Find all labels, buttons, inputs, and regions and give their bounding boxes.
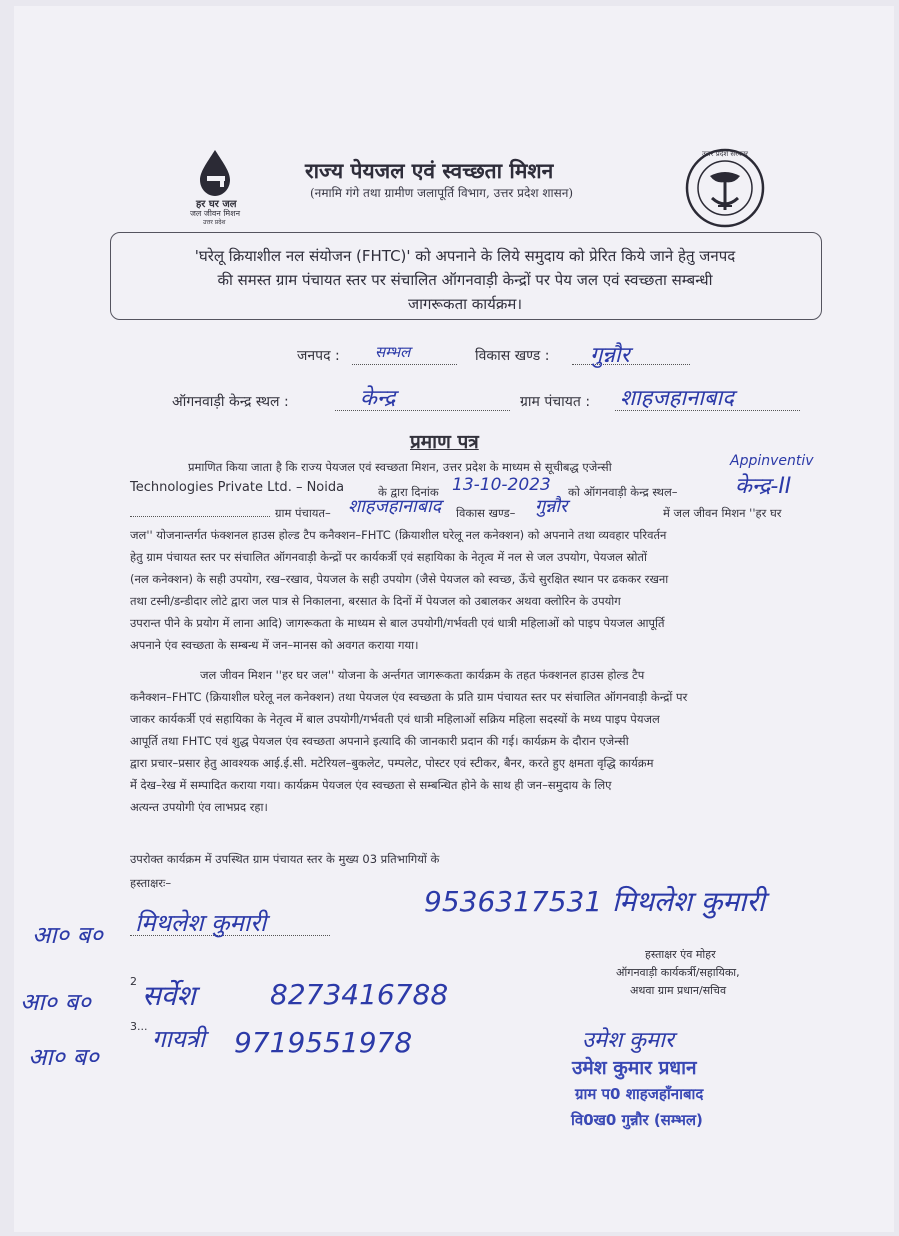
agency-name-b: Technologies Private Ltd. – Noida (130, 480, 345, 495)
pradhan-signature: उमेश कुमार (582, 1028, 674, 1053)
cert-line-6: (नल कनेक्शन) के सही उपयोग, रख–रखाव, पेयजल के सही उपयोग (जैसे पेयजल को स्वच्छ, ऊँचे सुरक्षित स्थान पर ढककर रखना (130, 572, 669, 586)
stamp-line-1: उमेश कुमार प्रधान (572, 1057, 697, 1079)
gram-panchayat-label: ग्राम पंचायत : (520, 394, 591, 410)
stamp-line-3: वि0ख0 गुन्नौर (सम्भल) (571, 1111, 703, 1129)
cert-p2-line-7: अत्यन्त उपयोगी एंव लाभप्रद रहा। (130, 800, 268, 814)
cert-line-8: उपरान्त पीने के प्रयोग में लाना आदि) जागरूकता के माध्यम से बाल उपयोगी/गर्भवती एवं धात्री महिलाओं को पाइप पेयजल आपूर्ति (130, 616, 665, 630)
cert-line-1: प्रमाणित किया जाता है कि राज्य पेयजल एवं स्वच्छता मिशन, उत्तर प्रदेश के माध्यम से सूचीबद्ध एजेन्सी (188, 460, 612, 474)
pradhan-role-label: अथवा ग्राम प्रधान/सचिव (630, 984, 727, 997)
agency-name-a: Appinventiv (730, 453, 814, 469)
up-government-seal (682, 148, 768, 228)
participant-2-phone: 8273416788 (270, 978, 449, 1011)
participant-3-prefix: आ० ब० (28, 1043, 99, 1071)
participant-3-phone: 9719551978 (234, 1026, 413, 1059)
cert-line-7: तथा टस्नी/डन्डीदार लोटे द्वारा जल पात्र से निकालना, बरसात के दिनों में पेयजल को उबालकर अथवा क्लोरिन के उपयोग (130, 594, 621, 608)
cert-p2-line-5: द्वारा प्रचार–प्रसार हेतु आवश्यक आई.ई.सी. मटेरियल–बुकलेट, पम्पलेट, पोस्टर एवं स्टीकर, बैनर, करते हुए क्षमता वृद्धि कार्यक्रम (130, 756, 654, 770)
program-title-line-2: की समस्त ग्राम पंचायत स्तर पर संचालित ऑगनवाड़ी केन्द्रों पर पेय जल एवं स्वच्छता सम्बन्धी (217, 271, 713, 289)
cert-line-4: जल'' योजनान्तर्गत फंक्शनल हाउस होल्ड टैप कनैक्शन–FHTC (क्रियाशील घरेलू नल कनेक्शन) को अपनाने तथा व्यवहार परिवर्तन (130, 528, 667, 542)
logo-subcaption-2: उत्तर प्रदेश (203, 219, 226, 226)
program-title-line-1: 'घरेलू क्रियाशील नल संयोजन (FHTC)' को अपनाने के लिये समुदाय को प्रेरित किये जाने हेतु जनपद (194, 247, 736, 265)
kendra-value: केन्द्र-II (735, 474, 792, 499)
cert-line-3b: विकास खण्ड– (456, 506, 516, 520)
worker-phone: 9536317531 (424, 885, 603, 918)
cert-line-3a: ग्राम पंचायत– (275, 506, 331, 520)
participant-2-number: 2 (130, 975, 137, 988)
sign-seal-label: हस्ताक्षर एंव मोहर (645, 948, 716, 961)
worker-signature: मिथलेश कुमारी (612, 885, 766, 918)
participant-1-name: मिथलेश कुमारी (135, 909, 267, 937)
logo-subcaption: जल जीवन मिशन (190, 209, 241, 218)
participant-2-prefix: आ० ब० (20, 988, 91, 1016)
cert-line-2b: को ऑगनवाड़ी केन्द्र स्थल– (568, 485, 678, 499)
participants-sign-label: हस्ताक्षरः– (130, 876, 172, 890)
program-title-line-3: जागरूकता कार्यक्रम। (407, 295, 523, 313)
gram-panchayat-value: शाहजहानाबाद (620, 386, 734, 411)
worker-role-label: ऑगनवाड़ी कार्यकर्त्री/सहायिका, (616, 966, 740, 979)
page-subtitle: (नमामि गंगे तथा ग्रामीण जलापूर्ति विभाग, उत्तर प्रदेश शासन) (310, 186, 574, 200)
certificate-heading: प्रमाण पत्र (410, 431, 479, 453)
anganwadi-value: केन्द्र (360, 386, 396, 411)
participants-intro: उपरोक्त कार्यक्रम में उपस्थित ग्राम पंचायत स्तर के मुख्य 03 प्रतिभागियों के (130, 852, 440, 866)
program-title (120, 244, 810, 316)
cert-line-2a: के द्वारा दिनांक (378, 485, 439, 499)
participant-3-name: गायत्री (152, 1025, 206, 1053)
stamp-line-2: ग्राम प0 शाहजहाँनाबाद (575, 1085, 704, 1103)
cert-blank (130, 516, 270, 517)
janpad-value: सम्भल (375, 343, 411, 361)
vikas-khand-label: विकास खण्ड : (475, 348, 550, 364)
vikas-khand-value: गुन्नौर (590, 343, 630, 368)
date-value: 13-10-2023 (452, 475, 551, 495)
cert-p2-line-6: मेंं देख–रेख में सम्पादित कराया गया। कार्यक्रम पेयजल एंव स्वच्छता से सम्बन्धित होने के साथ ही जन–समुदाय के लिए (130, 778, 612, 792)
cert-line-9: अपनाने एंव स्वच्छता के सम्बन्ध में जन–मानस को अवगत कराया गया। (130, 638, 419, 652)
participant-3-number: 3... (130, 1020, 148, 1033)
anganwadi-label: ऑगनवाड़ी केन्द्र स्थल : (172, 394, 289, 410)
page-title: राज्य पेयजल एवं स्वच्छता मिशन (305, 158, 554, 183)
vk-value: गुन्नौर (535, 496, 568, 517)
seal-text: उत्तर प्रदेश सरकार (701, 150, 749, 158)
janpad-label: जनपद : (297, 348, 340, 364)
cert-p2-line-1: जल जीवन मिशन ''हर घर जल'' योजना के अर्न्तगत जागरूकता कार्यक्रम के तहत फंक्शनल हाउस होल्ड टैप (200, 668, 645, 682)
cert-line-5: हेतु ग्राम पंचायत स्तर पर संचालित ऑगनवाड़ी केन्द्रों पर कार्यकर्त्री एवं सहायिका के नेतृत्व में नल से जल उपयोग, पेयजल स्रोतों (130, 550, 647, 564)
cert-p2-line-4: आपूर्ति तथा FHTC एवं शुद्ध पेयजल एंव स्वच्छता अपनाने इत्यादि की जानकारी प्रदान की गई। कार्यक्रम के दौरान एजेन्सी (130, 734, 629, 748)
participant-1-prefix: आ० ब० (32, 921, 103, 949)
cert-line-3c: में जल जीवन मिशन ''हर घर (663, 506, 782, 520)
logo-caption: हर घर जल (196, 199, 237, 210)
participant-2-name: सर्वेश (142, 979, 196, 1012)
gp-value: शाहजहानाबाद (348, 496, 442, 517)
cert-p2-line-3: जाकर कार्यकर्त्री एवं सहायिका के नेतृत्व में बाल उपयोगी/गर्भवती एवं धात्री महिलाओं सक्रिय महिला सदस्यों के मध्य पाइप पेयजल (130, 712, 660, 726)
cert-p2-line-2: कनैक्शन–FHTC (क्रियाशील घरेलू नल कनेक्शन) तथा पेयजल एंव स्वच्छता के प्रति ग्राम पंचायत स्तर पर संचालित ऑगनवाड़ी केन्द्रों पर (130, 690, 688, 704)
